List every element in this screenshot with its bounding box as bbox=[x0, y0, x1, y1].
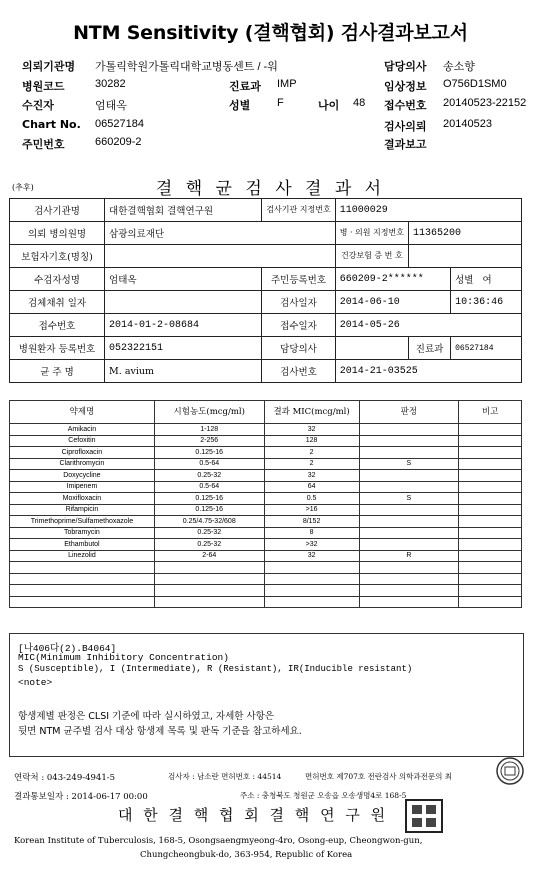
col-remarks: 비고 bbox=[459, 401, 522, 424]
remarks bbox=[459, 470, 522, 482]
table-row bbox=[10, 481, 522, 493]
empty-cell bbox=[359, 585, 459, 597]
clinic-no-label: 병 · 의원 지정번호 bbox=[335, 222, 408, 245]
insurer bbox=[105, 245, 336, 268]
note-mic: MIC(Minimum Inhibitory Concentration) bbox=[18, 652, 229, 663]
empty-cell bbox=[459, 585, 522, 597]
lab-no-label: 검사기관 지정번호 bbox=[262, 199, 335, 222]
empty-table-row bbox=[10, 596, 522, 608]
note-reference: 뒷면 NTM 균주별 검사 대상 항생제 목록 및 판독 기준을 참고하세요. bbox=[18, 726, 302, 737]
sex-value: 여 bbox=[482, 275, 492, 286]
empty-cell bbox=[459, 562, 522, 574]
header-label-age: 나이 bbox=[318, 99, 340, 112]
interpretation bbox=[359, 527, 459, 539]
table-row bbox=[10, 493, 522, 505]
empty-cell bbox=[359, 562, 459, 574]
collect-date bbox=[105, 291, 262, 314]
table-row bbox=[10, 424, 522, 436]
id-label: 주민등록번호 bbox=[262, 268, 335, 291]
test-time: 10:36:46 bbox=[451, 291, 522, 314]
empty-cell bbox=[359, 573, 459, 585]
table-row bbox=[10, 527, 522, 539]
interpretation bbox=[359, 481, 459, 493]
drug-name: Imipenem bbox=[10, 481, 155, 493]
remarks bbox=[459, 504, 522, 516]
table-row bbox=[10, 539, 522, 551]
drug-name: Rifampicin bbox=[10, 504, 155, 516]
test-concentration: 0.5-64 bbox=[154, 481, 264, 493]
mic-result: 8 bbox=[264, 527, 359, 539]
scanned-report bbox=[0, 162, 541, 879]
insured-no bbox=[408, 245, 521, 268]
empty-cell bbox=[10, 573, 155, 585]
header-label-accession: 접수번호 bbox=[384, 99, 427, 112]
receipt-date: 2014-05-26 bbox=[335, 314, 521, 337]
interpretation: S bbox=[359, 493, 459, 505]
mic-result: 2 bbox=[264, 447, 359, 459]
drug-name: Ethambutol bbox=[10, 539, 155, 551]
table-row bbox=[10, 458, 522, 470]
table-row bbox=[10, 447, 522, 459]
test-concentration: 2-64 bbox=[154, 550, 264, 562]
col-interpretation: 판정 bbox=[359, 401, 459, 424]
mic-result: 64 bbox=[264, 481, 359, 493]
note-code: [나406다(2).B4064] bbox=[18, 643, 117, 654]
empty-table-row bbox=[10, 585, 522, 597]
remarks bbox=[459, 424, 522, 436]
drug-name: Trimethoprime/Sulfamethoxazole bbox=[10, 516, 155, 528]
table-row bbox=[10, 504, 522, 516]
mic-result: >16 bbox=[264, 504, 359, 516]
header-label-requester: 의뢰기관명 bbox=[22, 60, 76, 73]
remarks bbox=[459, 527, 522, 539]
empty-cell bbox=[10, 562, 155, 574]
header-label-chart-no: Chart No. bbox=[22, 118, 81, 131]
drug-name: Moxifloxacin bbox=[10, 493, 155, 505]
header-value-age: 48 bbox=[353, 97, 366, 109]
remarks bbox=[459, 481, 522, 493]
drug-name: Ciprofloxacin bbox=[10, 447, 155, 459]
clinic-label: 의뢰 병의원명 bbox=[10, 222, 105, 245]
note-clsi: 항생제별 판정은 CLSI 기준에 따라 실시하였고, 자세한 사항은 bbox=[18, 711, 274, 722]
table-row bbox=[10, 516, 522, 528]
header-value-requester: 가톨릭학원가톨릭대학교병동센트 / -워 bbox=[95, 61, 278, 73]
seal-stamp-icon bbox=[495, 756, 525, 786]
header-label-report-date: 결과보고 bbox=[384, 138, 427, 151]
test-concentration: 0.25-32 bbox=[154, 527, 264, 539]
note-legend: S (Susceptible), I (Intermediate), R (Resistant), IR(Inducible resistant) bbox=[18, 664, 413, 674]
mic-result: 32 bbox=[264, 550, 359, 562]
col-drug: 약제명 bbox=[10, 401, 155, 424]
receipt-date-label: 접수일자 bbox=[262, 314, 335, 337]
organism-label: 균 주 명 bbox=[10, 360, 105, 383]
remarks bbox=[459, 447, 522, 459]
empty-cell bbox=[10, 596, 155, 608]
test-concentration: 0.125-16 bbox=[154, 447, 264, 459]
header-label-clinical-info: 임상정보 bbox=[384, 80, 427, 93]
footer-address-en2: Chungcheongbuk-do, 363-954, Republic of Korea bbox=[140, 850, 353, 860]
header-value-clinical-info: O756D1SM0 bbox=[443, 78, 507, 90]
empty-cell bbox=[154, 596, 264, 608]
drug-name: Linezolid bbox=[10, 550, 155, 562]
empty-cell bbox=[154, 562, 264, 574]
header-value-dept: IMP bbox=[277, 78, 297, 90]
table-row bbox=[10, 550, 522, 562]
footer-address-kr: 주소 : 충청북도 청원군 오송읍 오송생명4로 168-5 bbox=[240, 791, 407, 800]
interpretation bbox=[359, 424, 459, 436]
receipt-no-label: 접수번호 bbox=[10, 314, 105, 337]
report-title: NTM Sensitivity (결핵협회) 검사결과보고서 bbox=[73, 22, 468, 44]
header-label-doctor: 담당의사 bbox=[384, 60, 427, 73]
notes-box bbox=[9, 633, 524, 757]
lab-no: 11000029 bbox=[335, 199, 521, 222]
remarks bbox=[459, 516, 522, 528]
table-row bbox=[10, 435, 522, 447]
exam-no-label: 검사번호 bbox=[262, 360, 335, 383]
empty-cell bbox=[10, 585, 155, 597]
header-value-hospital-code: 30282 bbox=[95, 78, 126, 90]
patient-label: 수검자성명 bbox=[10, 268, 105, 291]
mic-result: 32 bbox=[264, 470, 359, 482]
square-stamp-icon bbox=[404, 798, 444, 834]
footer-examiner: 검사자 : 남소란 면허번호 : 44514 bbox=[168, 772, 282, 781]
test-concentration: 0.25/4.75-32/608 bbox=[154, 516, 264, 528]
header-value-sex: F bbox=[277, 97, 284, 109]
header-value-chart-no: 06527184 bbox=[95, 118, 144, 130]
patient-name: 엄태옥 bbox=[105, 268, 262, 291]
reg-no: 052322151 bbox=[105, 337, 262, 360]
patient-info-table bbox=[9, 198, 522, 383]
drug-susceptibility-table bbox=[9, 400, 522, 608]
sex-label: 성별 bbox=[455, 275, 474, 286]
interpretation bbox=[359, 447, 459, 459]
lab-name-label: 검사기관명 bbox=[10, 199, 105, 222]
dept-label: 진료과 bbox=[408, 337, 450, 360]
empty-table-row bbox=[10, 573, 522, 585]
empty-cell bbox=[359, 596, 459, 608]
header-label-resident-no: 주민번호 bbox=[22, 138, 65, 151]
empty-cell bbox=[459, 596, 522, 608]
receipt-no: 2014-01-2-08684 bbox=[105, 314, 262, 337]
reg-label: 병원환자 등록번호 bbox=[10, 337, 105, 360]
header-label-hospital-code: 병원코드 bbox=[22, 80, 65, 93]
header-label-patient: 수진자 bbox=[22, 99, 54, 112]
empty-cell bbox=[154, 573, 264, 585]
table-row bbox=[10, 470, 522, 482]
interpretation: R bbox=[359, 550, 459, 562]
header-value-resident-no: 660209-2 bbox=[95, 136, 142, 148]
interpretation bbox=[359, 516, 459, 528]
footer-institute: 대 한 결 핵 협 회 결 핵 연 구 원 bbox=[118, 806, 389, 824]
form-code: (추후) bbox=[12, 183, 34, 192]
empty-cell bbox=[264, 596, 359, 608]
empty-cell bbox=[264, 562, 359, 574]
drug-name: Clarithromycin bbox=[10, 458, 155, 470]
test-concentration: 0.125-16 bbox=[154, 504, 264, 516]
remarks bbox=[459, 458, 522, 470]
header-label-dept: 진료과 bbox=[229, 80, 261, 93]
footer-contact: 연락처 : 043-249-4941-5 bbox=[14, 773, 116, 783]
mic-result: 32 bbox=[264, 424, 359, 436]
remarks bbox=[459, 550, 522, 562]
lab-name: 대한결핵협회 결핵연구원 bbox=[105, 199, 262, 222]
test-concentration: 0.5-64 bbox=[154, 458, 264, 470]
mic-result: 8/152 bbox=[264, 516, 359, 528]
test-concentration: 0.25-32 bbox=[154, 539, 264, 551]
drug-name: Tobramycin bbox=[10, 527, 155, 539]
test-concentration: 1-128 bbox=[154, 424, 264, 436]
col-concentration: 시험농도(mcg/ml) bbox=[154, 401, 264, 424]
empty-cell bbox=[264, 585, 359, 597]
drug-name: Doxycycline bbox=[10, 470, 155, 482]
sex-cell bbox=[451, 268, 522, 291]
footer-address-en1: Korean Institute of Tuberculosis, 168-5, Osongsaengmyeong-4ro, Osong-eup, Cheongwon-gun, bbox=[14, 836, 423, 846]
mic-result: 2 bbox=[264, 458, 359, 470]
interpretation bbox=[359, 435, 459, 447]
header-label-request-date: 검사의뢰 bbox=[384, 120, 427, 133]
mic-result: >32 bbox=[264, 539, 359, 551]
note-header: <note> bbox=[18, 677, 53, 688]
empty-cell bbox=[154, 585, 264, 597]
scan-doc-title: 결 핵 균 검 사 결 과 서 bbox=[155, 179, 386, 199]
doctor bbox=[335, 337, 408, 360]
header-value-doctor: 송소향 bbox=[443, 61, 475, 73]
remarks bbox=[459, 493, 522, 505]
empty-cell bbox=[264, 573, 359, 585]
footer-report-date: 결과통보일자 : 2014-06-17 00:00 bbox=[14, 792, 148, 802]
footer-license: 면허번호 제707호 전란검사 의학과전문의 최 bbox=[305, 772, 453, 781]
test-date: 2014-06-10 bbox=[335, 291, 450, 314]
organism: M. avium bbox=[105, 360, 262, 383]
interpretation bbox=[359, 470, 459, 482]
collect-label: 검체채취 일자 bbox=[10, 291, 105, 314]
clinic-no: 11365200 bbox=[408, 222, 521, 245]
insured-no-label: 건강보험 증 번 호 bbox=[335, 245, 408, 268]
interpretation: S bbox=[359, 458, 459, 470]
header-value-request-date: 20140523 bbox=[443, 118, 492, 130]
interpretation bbox=[359, 504, 459, 516]
header-label-sex: 성별 bbox=[229, 99, 251, 112]
exam-no: 2014-21-03525 bbox=[335, 360, 521, 383]
header-value-patient: 엄태옥 bbox=[95, 100, 127, 112]
dept-value: 06527184 bbox=[451, 337, 522, 360]
test-concentration: 0.125-16 bbox=[154, 493, 264, 505]
drug-table-header bbox=[10, 401, 522, 424]
doctor-label: 담당의사 bbox=[262, 337, 335, 360]
mic-result: 128 bbox=[264, 435, 359, 447]
insurer-label: 보험자기호(명칭) bbox=[10, 245, 105, 268]
test-concentration: 2-256 bbox=[154, 435, 264, 447]
header-value-accession: 20140523-22152 bbox=[443, 97, 527, 109]
test-date-label: 검사일자 bbox=[262, 291, 335, 314]
col-mic: 결과 MIC(mcg/ml) bbox=[264, 401, 359, 424]
drug-name: Cefoxitin bbox=[10, 435, 155, 447]
remarks bbox=[459, 539, 522, 551]
remarks bbox=[459, 435, 522, 447]
interpretation bbox=[359, 539, 459, 551]
test-concentration: 0.25-32 bbox=[154, 470, 264, 482]
mic-result: 0.5 bbox=[264, 493, 359, 505]
clinic: 삼광의료재단 bbox=[105, 222, 336, 245]
empty-cell bbox=[459, 573, 522, 585]
empty-table-row bbox=[10, 562, 522, 574]
drug-name: Amikacin bbox=[10, 424, 155, 436]
id-number: 660209-2****** bbox=[335, 268, 450, 291]
